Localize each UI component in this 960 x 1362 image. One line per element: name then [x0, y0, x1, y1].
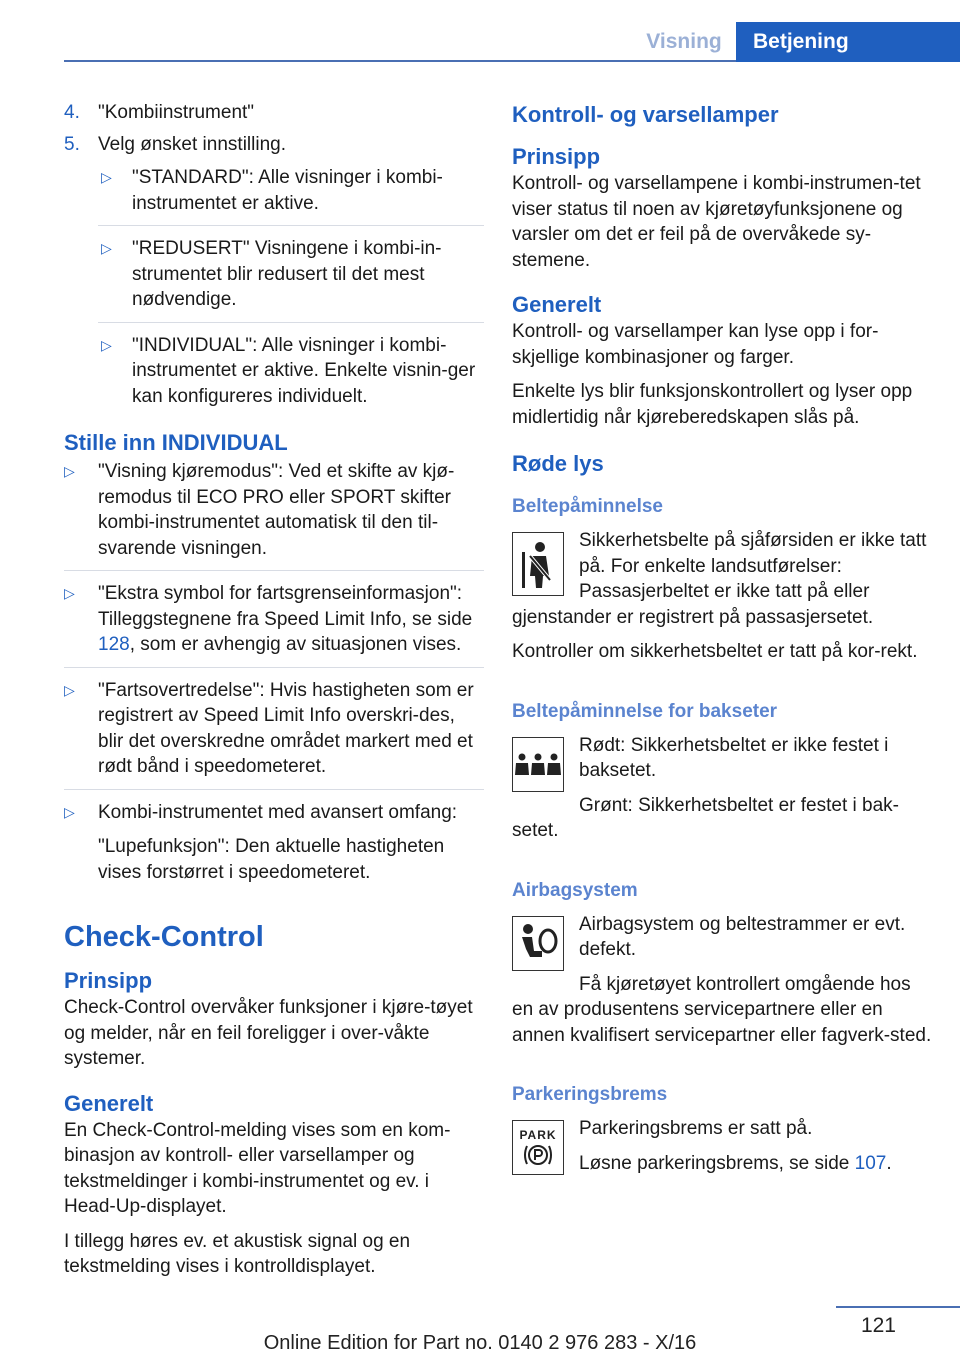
section-heading: Stille inn INDIVIDUAL [64, 430, 288, 455]
section-heading: Kontroll- og varsellamper [512, 102, 779, 127]
section-heading: Generelt [512, 292, 602, 317]
triangle-bullet-icon: ▷ [101, 240, 112, 256]
sub-bullet: ▷ "REDUSERT" Visningene i kombi-in-strumentet blir redusert til det mest nødvendige. [101, 238, 442, 310]
divider [98, 322, 484, 323]
footer-rule [836, 1306, 960, 1308]
divider [64, 570, 484, 571]
page-number: 121 [860, 1314, 896, 1337]
list-text: Velg ønsket innstilling. [98, 133, 286, 155]
paragraph: Parkeringsbrems er satt på. [579, 1118, 813, 1139]
subsection-heading: Beltepåminnelse for bakseter [512, 700, 778, 722]
paragraph: Løsne parkeringsbrems, se side 107. [579, 1152, 892, 1174]
paragraph: Sikkerhetsbelte på sjåførsiden er ikke tatt på. For enkelte landsutførelser: Passasjerbeltet er ikke tatt på eller gjenstander er registrert på passasjersetet. [512, 530, 927, 628]
warning-block [512, 528, 932, 630]
bullet: ▷ "Visning kjøremodus": Ved et skifte av kjø-remodus til ECO PRO eller SPORT skifter kombi-instrumentet automatisk til den til-svarende visningen. [64, 461, 455, 559]
triangle-bullet-icon: ▷ [64, 681, 75, 698]
footer-edition: Online Edition for Part no. 0140 2 976 283 - X/16 [263, 1332, 697, 1354]
triangle-bullet-icon: ▷ [64, 585, 75, 601]
bullet-continuation: "Lupefunksjon": Den aktuelle hastigheten vises forstørret i speedometeret. [98, 836, 445, 883]
rear-seatbelt-icon [512, 737, 564, 792]
page-link[interactable]: 128 [98, 634, 130, 655]
parking-brake-icon: PARK [512, 1120, 564, 1175]
divider [98, 225, 484, 226]
paragraph: En Check-Control-melding vises som en kom-binasjon av kontroll- eller varsellamper og tekstmeldinger i kombi-instrumentet og ev. i Head-Up-displayet. [64, 1119, 451, 1217]
triangle-bullet-icon: ▷ [64, 463, 75, 479]
sub-bullet: ▷ "INDIVIDUAL": Alle visninger i kombi-instrumentet er aktive. Enkelte visnin-ger kan konfigureres individuelt. [101, 334, 476, 407]
subsection-heading: Parkeringsbrems [512, 1084, 668, 1105]
paragraph: Få kjøretøyet kontrollert omgående hos en av produsentens servicepartnere eller en annen kvalifisert servicepartner eller fagverk-sted. [512, 973, 932, 1046]
paragraph: Kontroll- og varsellamper kan lyse opp i for-skjellige kombinasjoner og farger. [512, 321, 879, 368]
section-heading: Røde lys [512, 451, 604, 476]
warning-block [512, 1116, 932, 1179]
subsection-heading: Airbagsystem [512, 879, 638, 901]
bullet: ▷ "Ekstra symbol for fartsgrenseinformasjon": Tilleggstegnene fra Speed Limit Info, se side 128, som er avhengig av situasjonen vises. [64, 583, 473, 655]
list-item [64, 132, 484, 158]
paragraph: Rødt: Sikkerhetsbeltet er ikke festet i baksetet. [579, 734, 889, 781]
tab-visning[interactable]: Visning [646, 30, 722, 53]
paragraph: Kontroller om sikkerhetsbeltet er tatt på kor-rekt. [512, 641, 918, 662]
paragraph: Enkelte lys blir funksjonskontrollert og lyser opp midlertidig når kjøreberedskapen slås på. [512, 381, 913, 428]
list-number: 5. [64, 133, 80, 155]
sub-bullet: ▷ "STANDARD": Alle visninger i kombi-instrumentet er aktive. [101, 167, 443, 214]
airbag-icon [512, 916, 564, 971]
list-text: "Kombiinstrument" [98, 102, 255, 123]
tab-betjening[interactable]: Betjening [736, 22, 960, 62]
paragraph: Kontroll- og varsellampene i kombi-instrumen-tet viser status til noen av kjøretøyfunksjonene og varsler om det er feil på de overvåkede sy-stemene. [512, 173, 921, 271]
right-column [512, 100, 932, 1179]
section-heading: Generelt [64, 1090, 154, 1116]
bullet: ▷ "Fartsovertredelse": Hvis hastigheten som er registrert av Speed Limit Info overskri-des, blir det overskredne området markert med et rødt bånd i speedometeret. [64, 679, 474, 777]
subsection-heading: Beltepåminnelse [512, 496, 663, 517]
triangle-bullet-icon: ▷ [64, 803, 75, 820]
seatbelt-icon [512, 532, 564, 596]
bullet: ▷ Kombi-instrumentet med avansert omfang: [64, 800, 484, 826]
divider [64, 667, 484, 668]
paragraph: I tillegg høres ev. et akustisk signal og en tekstmelding vises i kontrolldisplayet. [64, 1230, 411, 1277]
list-number: 4. [64, 102, 80, 123]
warning-block [512, 912, 932, 1049]
paragraph: Airbagsystem og beltestrammer er evt. defekt. [579, 913, 906, 960]
section-heading: Prinsipp [64, 968, 153, 993]
triangle-bullet-icon: ▷ [101, 169, 112, 185]
divider [64, 789, 484, 790]
paragraph: Check-Control overvåker funksjoner i kjøre-tøyet og melder, når en feil foreligger i over-våkte systemer. [64, 997, 473, 1069]
section-heading: Prinsipp [512, 144, 601, 169]
list-item [64, 100, 484, 126]
warning-block [512, 733, 932, 844]
chapter-heading: Check-Control [64, 921, 264, 953]
triangle-bullet-icon: ▷ [101, 336, 112, 353]
left-column [64, 100, 484, 1280]
paragraph: Grønt: Sikkerhetsbeltet er festet i bak-setet. [512, 794, 899, 841]
page-link[interactable]: 107 [854, 1152, 887, 1174]
